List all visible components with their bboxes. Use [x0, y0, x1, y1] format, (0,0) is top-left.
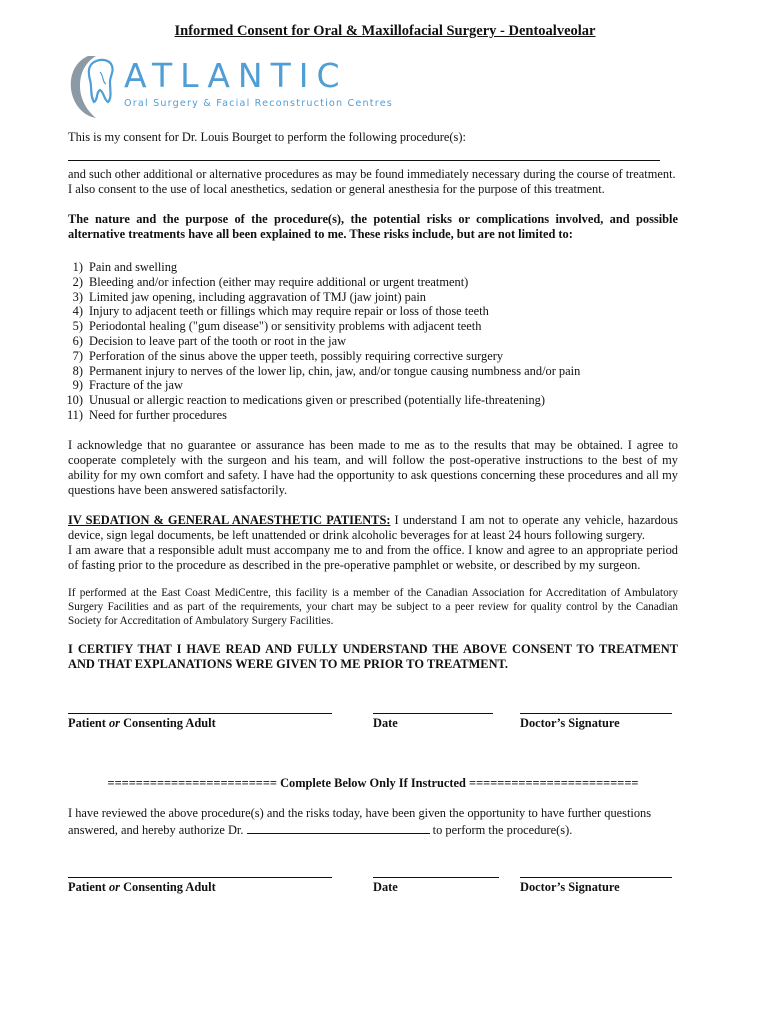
clinic-logo	[66, 52, 396, 122]
list-number: 9)	[72, 378, 83, 393]
list-item	[44, 304, 704, 319]
list-text: Need for further procedures	[89, 407, 227, 422]
patient-label-or: or	[108, 880, 120, 894]
sedation-heading: IV SEDATION & GENERAL ANAESTHETIC PATIENTS:	[68, 513, 391, 527]
list-text: Decision to leave part of the tooth or root in the jaw	[89, 333, 347, 348]
list-text: Perforation of the sinus above the upper teeth, possibly requiring corrective surgery	[89, 348, 504, 363]
patient-label-or: or	[108, 716, 120, 730]
date-signature-line-2[interactable]	[373, 877, 499, 878]
risks-list	[44, 260, 704, 423]
list-item	[44, 349, 704, 364]
list-item	[44, 260, 704, 275]
patient-label-suffix: Consenting Adult	[119, 716, 216, 730]
sedation-paragraph	[68, 513, 678, 543]
additional-procedures-text: and such other additional or alternative procedures as may be found immediately necessary during the course of treatment.	[68, 167, 676, 181]
list-number: 2)	[72, 274, 83, 289]
list-text: Limited jaw opening, including aggravation of TMJ (jaw joint) pain	[89, 289, 427, 304]
acknowledgement-paragraph: I acknowledge that no guarantee or assurance has been made to me as to the results that may be obtained. I agree to cooperate completely with the surgeon and his team, and will follow the post-operative instructions to the best of my ability for my own comfort and safety. I have had the opportunity to ask questions concerning these procedures and all my questions have been answered satisfactorily.	[68, 438, 678, 497]
list-number: 1)	[72, 260, 83, 274]
list-item	[44, 378, 704, 393]
list-text: Pain and swelling	[89, 260, 178, 274]
date-signature-line[interactable]	[373, 713, 493, 714]
list-number: 10)	[66, 393, 83, 408]
list-number: 4)	[72, 304, 83, 319]
list-number: 11)	[66, 407, 83, 422]
list-item	[44, 364, 704, 379]
list-number: 8)	[72, 363, 83, 378]
list-number: 3)	[72, 289, 83, 304]
list-number: 7)	[72, 348, 83, 363]
responsible-adult-paragraph: I am aware that a responsible adult must accompany me to and from the office. I know and agree to an appropriate period of fasting prior to the procedure as described in the pre-operative pamphlet or website, or described by my surgeon.	[68, 543, 678, 572]
list-item	[44, 334, 704, 349]
date-label: Date	[373, 716, 398, 730]
list-item	[44, 319, 704, 334]
list-text: Bleeding and/or infection (either may require additional or urgent treatment)	[89, 274, 469, 289]
list-item	[44, 275, 704, 290]
list-text: Permanent injury to nerves of the lower lip, chin, jaw, and/or tongue causing numbness and/or pain	[89, 363, 581, 378]
document-title: Informed Consent for Oral & Maxillofacial Surgery - Dentoalveolar	[174, 23, 596, 39]
logo-wordmark: ATLANTIC	[124, 56, 348, 95]
list-text: Fracture of the jaw	[89, 378, 183, 393]
list-number: 6)	[72, 333, 83, 348]
patient-signature-label-2	[68, 880, 216, 895]
doctor-signature-label: Doctor’s Signature	[520, 716, 620, 730]
doctor-signature-line-2[interactable]	[520, 877, 672, 878]
sedation-text: I understand I am not to operate any vehicle, hazardous device, sign legal documents, be left unattended or drink alcoholic beverages for at least 24 hours following surgery.	[68, 513, 678, 542]
reviewed-prefix: answered, and hereby authorize Dr.	[68, 823, 247, 837]
patient-label-suffix: Consenting Adult	[119, 880, 216, 894]
reviewed-text-line-1: I have reviewed the above procedure(s) and the risks today, have been given the opportunity to have further questions	[68, 806, 652, 820]
list-text: Unusual or allergic reaction to medications given or prescribed (potentially life-threatening)	[89, 393, 545, 408]
patient-label-text: Patient	[68, 716, 109, 730]
logo-tagline: Oral Surgery & Facial Reconstruction Centres	[124, 98, 394, 109]
date-label-2: Date	[373, 880, 398, 894]
risks-heading: The nature and the purpose of the procedure(s), the potential risks or complications involved, and possible alternative treatments have all been explained to me. These risks include, but are not limited to:	[68, 212, 678, 241]
certify-statement: I CERTIFY THAT I HAVE READ AND FULLY UNDERSTAND THE ABOVE CONSENT TO TREATMENT AND THAT EXPLANATIONS WERE GIVEN TO ME PRIOR TO TREATMENT.	[68, 642, 678, 671]
reviewed-text-line-2	[68, 822, 678, 838]
consent-intro: This is my consent for Dr. Louis Bourget to perform the following procedure(s):	[68, 130, 466, 144]
list-text: Injury to adjacent teeth or fillings which may require repair or loss of those teeth	[89, 304, 489, 319]
patient-signature-line[interactable]	[68, 713, 332, 714]
list-number: 5)	[72, 319, 83, 334]
anesthesia-consent-text: I also consent to the use of local anesthetics, sedation or general anesthesia for the purpose of this treatment.	[68, 182, 605, 196]
list-item	[44, 408, 704, 423]
list-item	[44, 393, 704, 408]
patient-label-text: Patient	[68, 880, 109, 894]
reviewed-suffix: to perform the procedure(s).	[429, 823, 573, 837]
patient-signature-label	[68, 716, 216, 731]
complete-below-divider: ======================== Complete Below Only If Instructed ========================	[107, 776, 639, 790]
doctor-signature-line[interactable]	[520, 713, 672, 714]
procedure-blank-line	[68, 160, 660, 161]
doctor-signature-label-2: Doctor’s Signature	[520, 880, 620, 894]
list-text: Periodontal healing ("gum disease") or sensitivity problems with adjacent teeth	[89, 319, 482, 334]
patient-signature-line-2[interactable]	[68, 877, 332, 878]
list-item	[44, 290, 704, 305]
doctor-name-blank[interactable]	[247, 822, 430, 834]
facility-note: If performed at the East Coast MediCentre, this facility is a member of the Canadian Association for Accreditation of Ambulatory Surgery Facilities and as part of the requirements, your chart may be subject to a peer review for quality control by the Canadian Society for Accreditation of Ambulatory Surgery Facilities.	[68, 587, 678, 627]
